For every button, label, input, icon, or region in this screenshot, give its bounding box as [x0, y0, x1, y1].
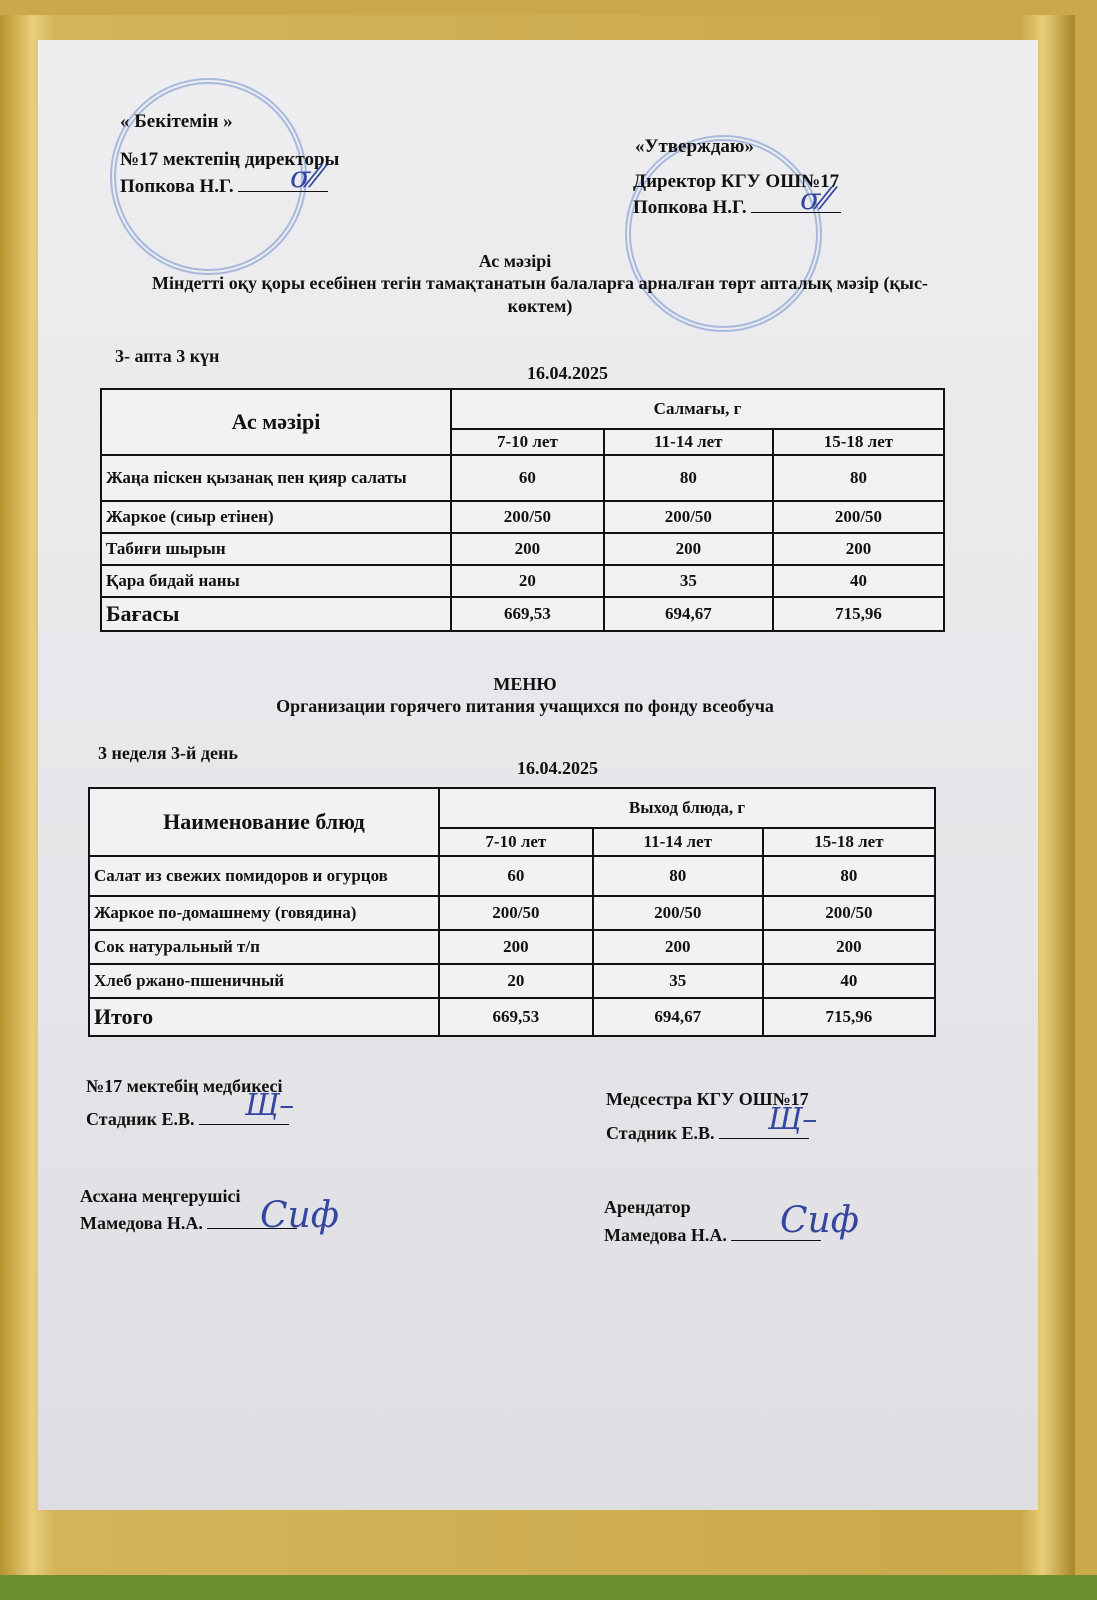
cell: 60 — [439, 856, 593, 896]
cell: 60 — [451, 455, 604, 501]
cell: 200 — [604, 533, 773, 565]
cell: 200/50 — [604, 501, 773, 533]
signature-canteen: Сиф — [260, 1195, 339, 1236]
header-age: 15-18 лет — [763, 828, 935, 856]
kz-week-day: 3- апта 3 күн — [115, 346, 220, 366]
header-age: 7-10 лет — [451, 429, 604, 455]
header-weight: Салмағы, г — [451, 389, 944, 429]
cell: 200/50 — [593, 896, 763, 930]
signature-director: σ⁄⁄ — [290, 160, 321, 195]
nurse-kz-name: Стадник Е.В. — [86, 1108, 289, 1131]
cell: 80 — [593, 856, 763, 896]
tenant-name: Мамедова Н.А. — [604, 1224, 821, 1247]
cell: 200 — [439, 930, 593, 964]
cell: 200 — [763, 930, 935, 964]
header-age: 15-18 лет — [773, 429, 944, 455]
dish-name: Қара бидай наны — [101, 565, 451, 597]
header-weight: Выход блюда, г — [439, 788, 935, 828]
table-row — [89, 896, 935, 930]
approve-ru-name: Попкова Н.Г. — [633, 196, 841, 219]
cell: 200/50 — [439, 896, 593, 930]
total-label: Бағасы — [101, 597, 451, 631]
table-row — [101, 455, 944, 501]
canteen-kz-name: Мамедова Н.А. — [80, 1212, 297, 1235]
tenant-title: Арендатор — [604, 1197, 691, 1217]
table-row — [89, 856, 935, 896]
cell: 694,67 — [604, 597, 773, 631]
header-age: 11-14 лет — [593, 828, 763, 856]
table-row — [101, 533, 944, 565]
ru-title: МЕНЮ — [493, 674, 557, 694]
approve-ru-title: «Утверждаю» — [635, 136, 754, 157]
dish-name: Табиғи шырын — [101, 533, 451, 565]
cell: 200 — [773, 533, 944, 565]
kz-title: Ас мәзірі — [478, 251, 552, 271]
table-row — [89, 930, 935, 964]
cell: 35 — [604, 565, 773, 597]
signature-tenant: Сиф — [780, 1200, 859, 1241]
ru-week-day: 3 неделя 3-й день — [98, 743, 238, 763]
cell: 200/50 — [763, 896, 935, 930]
total-row — [89, 998, 935, 1036]
cell: 200/50 — [773, 501, 944, 533]
approve-kz-title: « Бекітемін » — [120, 111, 233, 132]
ru-date: 16.04.2025 — [517, 758, 598, 778]
signature-director-2: σ⁄⁄ — [800, 182, 831, 217]
cell: 200 — [451, 533, 604, 565]
approve-kz-position: №17 мектепің директоры — [120, 149, 340, 170]
nurse-kz-title: №17 мектебің медбикесі — [86, 1076, 283, 1096]
header-dish: Ас мәзірі — [101, 389, 451, 455]
total-label: Итого — [89, 998, 439, 1036]
kz-date: 16.04.2025 — [527, 363, 608, 383]
kz-menu-table — [100, 388, 945, 632]
ru-menu-table — [88, 787, 936, 1037]
cell: 715,96 — [773, 597, 944, 631]
cell: 20 — [451, 565, 604, 597]
ru-subtitle: Организации горячего питания учащихся по фонду всеобуча — [276, 696, 774, 716]
dish-name: Хлеб ржано-пшеничный — [89, 964, 439, 998]
cell: 20 — [439, 964, 593, 998]
dish-name: Жаңа піскен қызанақ пен қияр салаты — [101, 455, 451, 501]
background-strip — [0, 1575, 1097, 1600]
approve-kz-name: Попкова Н.Г. — [120, 175, 328, 198]
table-row — [89, 964, 935, 998]
cell: 40 — [773, 565, 944, 597]
table-row — [101, 501, 944, 533]
kz-subtitle: Міндетті оқу қоры есебінен тегін тамақтанатын балаларға арналған төрт апталық мәзір (қыс-көктем) — [152, 273, 928, 316]
table-row — [101, 565, 944, 597]
cell: 80 — [773, 455, 944, 501]
dish-name: Салат из свежих помидоров и огурцов — [89, 856, 439, 896]
cell: 80 — [604, 455, 773, 501]
total-row — [101, 597, 944, 631]
cell: 200/50 — [451, 501, 604, 533]
cell: 40 — [763, 964, 935, 998]
canteen-kz-title: Асхана меңгерушісі — [80, 1186, 241, 1206]
cell: 715,96 — [763, 998, 935, 1036]
cell: 694,67 — [593, 998, 763, 1036]
approve-ru-position: Директор КГУ ОШ№17 — [633, 171, 840, 192]
cell: 35 — [593, 964, 763, 998]
dish-name: Жаркое по-домашнему (говядина) — [89, 896, 439, 930]
signature-nurse-2: Щ– — [768, 1102, 818, 1137]
nurse-ru-name: Стадник Е.В. — [606, 1122, 809, 1145]
nurse-ru-title: Медсестра КГУ ОШ№17 — [606, 1089, 809, 1109]
cell: 80 — [763, 856, 935, 896]
header-age: 11-14 лет — [604, 429, 773, 455]
cell: 669,53 — [439, 998, 593, 1036]
dish-name: Сок натуральный т/п — [89, 930, 439, 964]
cell: 200 — [593, 930, 763, 964]
signature-nurse: Щ– — [245, 1088, 295, 1123]
cell: 669,53 — [451, 597, 604, 631]
header-age: 7-10 лет — [439, 828, 593, 856]
header-dish: Наименование блюд — [89, 788, 439, 856]
dish-name: Жаркое (сиыр етінен) — [101, 501, 451, 533]
